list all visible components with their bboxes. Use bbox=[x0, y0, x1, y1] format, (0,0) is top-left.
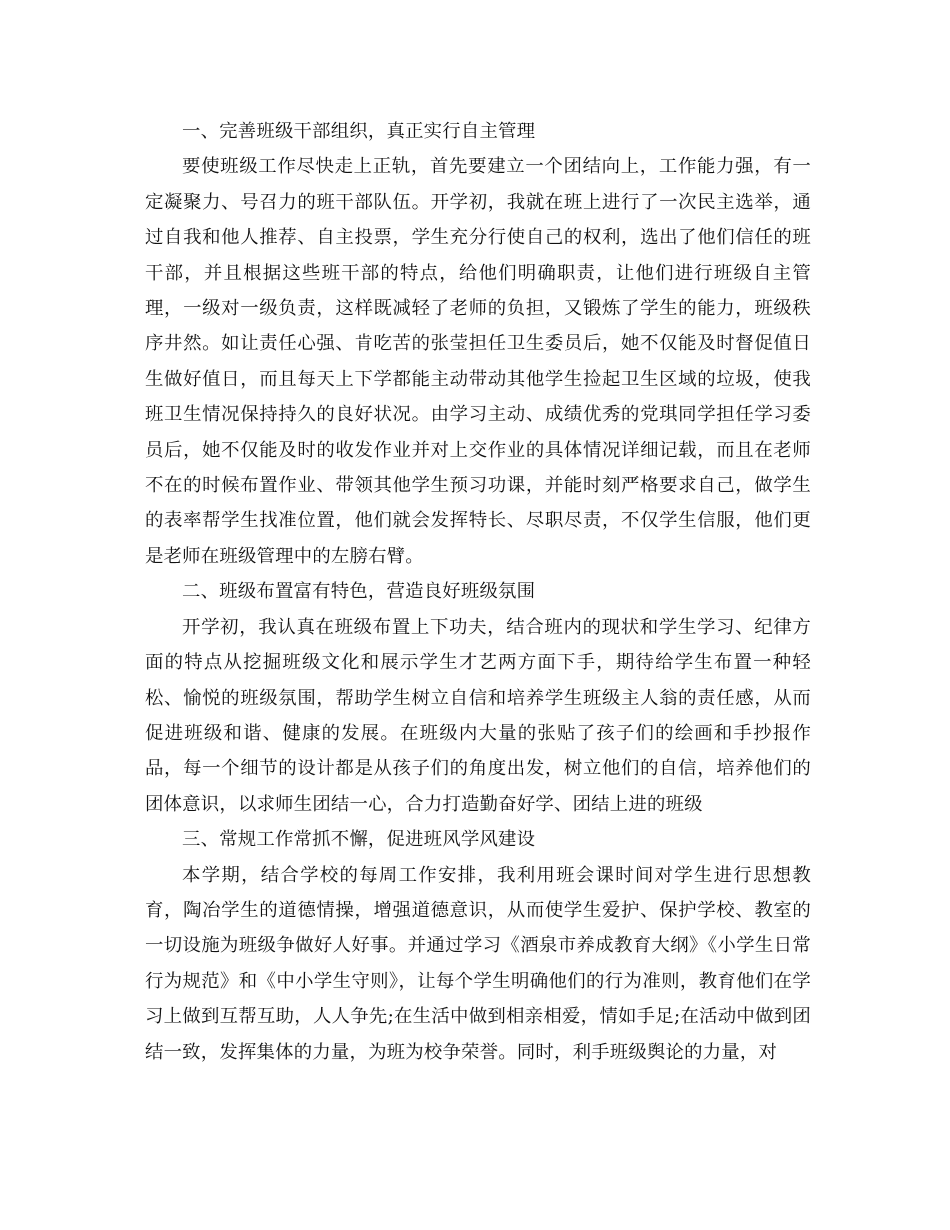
section-2-paragraph: 开学初，我认真在班级布置上下功夫，结合班内的现状和学生学习、纪律方面的特点从挖掘班级文化和展示学生才艺两方面下手，期待给学生布置一种轻松、愉悦的班级氛围，帮助学生树立自信和培养学生班级主人翁的责任感，从而促进班级和谐、健康的发展。在班级内大量的张贴了孩子们的绘画和手抄报作品，每一个细节的设计都是从孩子们的角度出发，树立他们的自信，培养他们的团体意识，以求师生团结一心，合力打造勤奋好学、团结上进的班级 bbox=[145, 616, 811, 815]
section-1-paragraph: 要使班级工作尽快走上正轨，首先要建立一个团结向上，工作能力强，有一定凝聚力、号召力的班干部队伍。开学初，我就在班上进行了一次民主选举，通过自我和他人推荐、自主投票，学生充分行使自己的权利，选出了他们信任的班干部，并且根据这些班干部的特点，给他们明确职责，让他们进行班级自主管理，一级对一级负责，这样既减轻了老师的负担，又锻炼了学生的能力，班级秩序井然。如让责任心强、肯吃苦的张莹担任卫生委员后，她不仅能及时督促值日生做好值日，而且每天上下学都能主动带动其他学生捡起卫生区域的垃圾，使我班卫生情况保持持久的良好状况。由学习主动、成绩优秀的党琪同学担任学习委员后，她不仅能及时的收发作业并对上交作业的具体情况详细记载，而且在老师不在的时候布置作业、带领其他学生预习功课，并能时刻严格要求自己，做学生的表率帮学生找准位置，他们就会发挥特长、尽职尽责，不仅学生信服，他们更是老师在班级管理中的左膀右臂。 bbox=[145, 156, 811, 567]
section-2-heading: 二、班级布置富有特色，营造良好班级氛围 bbox=[182, 581, 536, 603]
section-3-paragraph: 本学期，结合学校的每周工作安排，我利用班会课时间对学生进行思想教育，陶冶学生的道德情操，增强道德意识，从而使学生爱护、保护学校、教室的一切设施为班级争做好人好事。并通过学习《酒泉市养成教育大纲》《小学生日常行为规范》和《中小学生守则》，让每个学生明确他们的行为准则，教育他们在学习上做到互帮互助，人人争先;在生活中做到相亲相爱，情如手足;在活动中做到团结一致，发挥集体的力量，为班为校争荣誉。同时，利手班级舆论的力量，对 bbox=[145, 864, 811, 1063]
section-3-heading: 三、常规工作常抓不懈，促进班风学风建设 bbox=[182, 829, 536, 851]
section-1-heading: 一、完善班级干部组织，真正实行自主管理 bbox=[182, 121, 536, 142]
document-body bbox=[145, 114, 811, 1070]
